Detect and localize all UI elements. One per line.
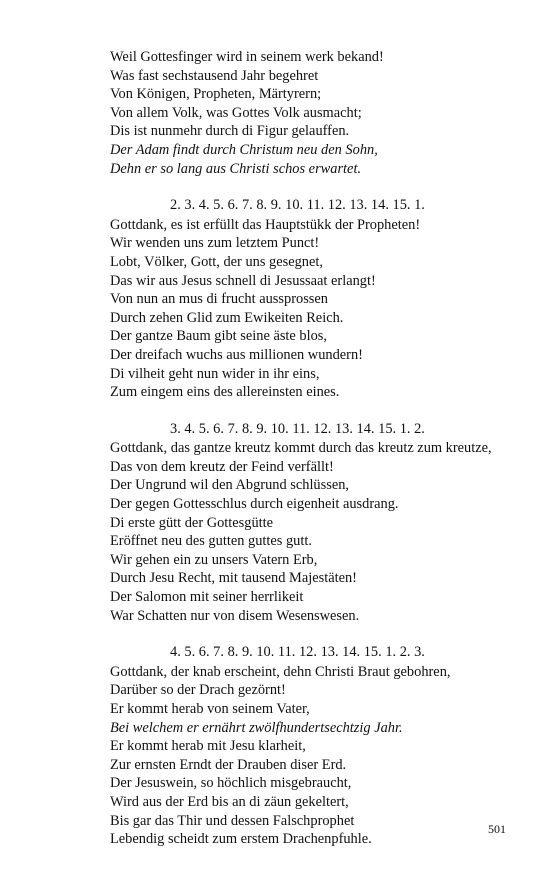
verse-line: Von allem Volk, was Gottes Volk ausmacht; [110, 104, 362, 121]
verse-line: Der Ungrund wil den Abgrund schlüssen, [110, 477, 350, 494]
verse-line: Di vilheit geht nun wider in ihr eins, [110, 365, 320, 382]
verse-line: Wir wenden uns zum letztem Punct! [110, 235, 320, 252]
verse-line: Darüber so der Drach gezörnt! [110, 682, 286, 699]
verse-line: Der Jesuswein, so höchlich misgebraucht, [110, 775, 352, 792]
verse-line: Der dreifach wuchs aus millionen wundern! [110, 346, 363, 363]
stanza-3 [110, 420, 506, 626]
verse-line: Von Königen, Propheten, Märtyrern; [110, 86, 322, 103]
verse-line: Lebendig scheidt zum erstem Drachenpfuhle. [110, 831, 372, 848]
verse-line: Bis gar das Thir und dessen Falschprophet [110, 812, 355, 829]
stanza-1 [110, 48, 506, 178]
verse-line: Das wir aus Jesus schnell di Jesussaat erlangt! [110, 272, 376, 289]
stanza-heading: 3. 4. 5. 6. 7. 8. 9. 10. 11. 12. 13. 14. 15. 1. 2. [170, 420, 425, 437]
verse-line: Er kommt herab mit Jesu klarheit, [110, 738, 306, 755]
stanza-heading: 2. 3. 4. 5. 6. 7. 8. 9. 10. 11. 12. 13. 14. 15. 1. [170, 197, 425, 214]
verse-line: Dehn er so lang aus Christi schos erwartet. [110, 160, 362, 177]
verse-line: Das von dem kreutz der Feind verfällt! [110, 458, 334, 475]
verse-line: Was fast sechstausend Jahr begehret [110, 67, 319, 84]
verse-line: Bei welchem er ernährt zwölfhundertsechtzig Jahr. [110, 719, 403, 736]
verse-line: Dis ist nunmehr durch di Figur gelauffen. [110, 123, 350, 140]
verse-line: Gottdank, der knab erscheint, dehn Christi Braut gebohren, [110, 663, 451, 680]
verse-line: Der gantze Baum gibt seine äste blos, [110, 328, 327, 345]
stanza-4 [110, 643, 506, 849]
verse-line: Der Salomon mit seiner herrlikeit [110, 589, 304, 606]
verse-line: Der Adam findt durch Christum neu den Sohn, [110, 141, 378, 158]
verse-line: Eröffnet neu des gutten guttes gutt. [110, 533, 312, 550]
verse-line: Zum eingem eins des allereinsten eines. [110, 384, 340, 401]
verse-line: Er kommt herab von seinem Vater, [110, 701, 310, 717]
verse-line: Gottdank, es ist erfüllt das Hauptstükk der Propheten! [110, 216, 421, 233]
page-number: 501 [488, 822, 506, 836]
verse-line: War Schatten nur von disem Wesenswesen. [110, 607, 360, 624]
verse-line: Lobt, Völker, Gott, der uns gesegnet, [110, 253, 323, 270]
stanza-2 [110, 196, 506, 402]
verse-line: Weil Gottesfinger wird in seinem werk bekand! [110, 49, 384, 65]
verse-line: Von nun an mus di frucht aussprossen [110, 291, 328, 308]
verse-line: Di erste gütt der Gottesgütte [110, 514, 274, 531]
verse-line: Wir gehen ein zu unsers Vatern Erb, [110, 551, 318, 568]
verse-line: Durch Jesu Recht, mit tausend Majestäten! [110, 570, 357, 587]
verse-line: Gottdank, das gantze kreutz kommt durch das kreutz zum kreutze, [110, 440, 492, 457]
verse-line: Zur ernsten Erndt der Drauben diser Erd. [110, 756, 347, 773]
verse-line: Der gegen Gottesschlus durch eigenheit ausdrang. [110, 496, 399, 513]
poem-text [110, 48, 506, 849]
verse-line: Wird aus der Erd bis an di zäun gekeltert, [110, 793, 349, 810]
verse-line: Durch zehen Glid zum Ewikeiten Reich. [110, 309, 344, 326]
stanza-heading: 4. 5. 6. 7. 8. 9. 10. 11. 12. 13. 14. 15. 1. 2. 3. [170, 644, 425, 661]
